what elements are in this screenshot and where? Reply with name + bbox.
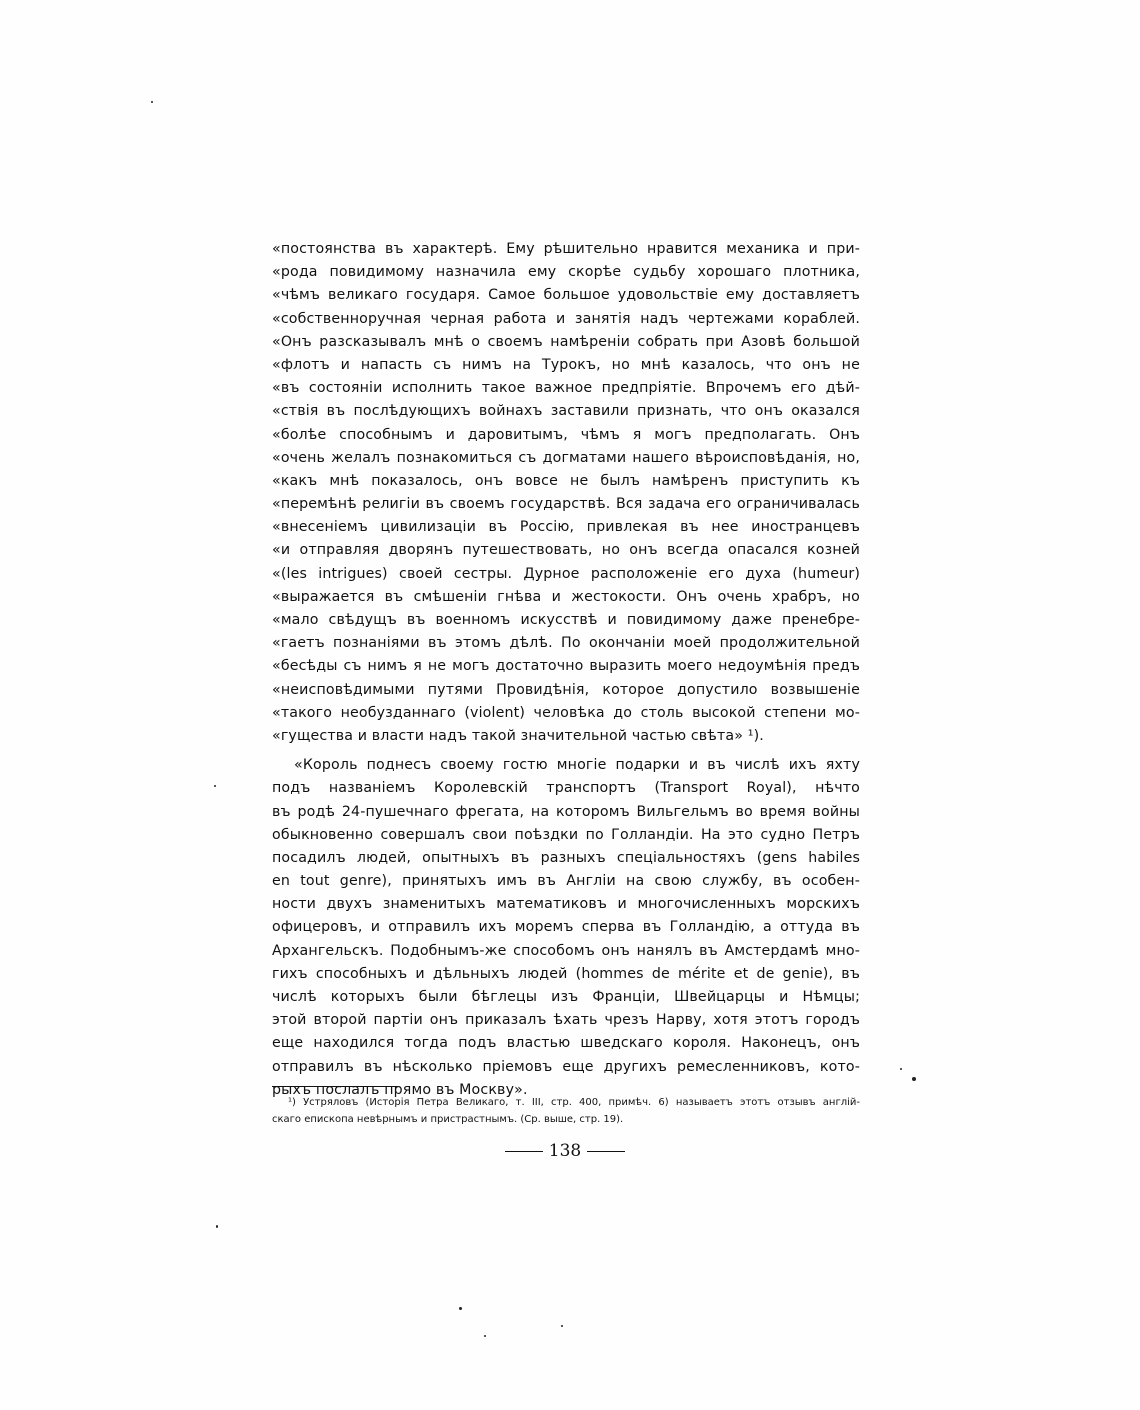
text-line: еще находился тогда подъ властью шведскаго короля. Наконецъ, онъ — [272, 1035, 860, 1052]
scan-speck — [561, 1325, 563, 1327]
text-line: «гущества и власти надъ такой значительной частью свѣта» ¹). — [272, 727, 764, 744]
text-line: «неисповѣдимыми путями Провидѣнія, которое допустило возвышеніе — [272, 681, 860, 698]
text-line: en tout genre), принятыхъ имъ въ Англіи на свою службу, въ особен- — [272, 873, 860, 890]
text-line: «бесѣды съ нимъ я не могъ достаточно выразить моего недоумѣнія предъ — [272, 658, 860, 675]
text-line: «мало свѣдущъ въ военномъ искусствѣ и повидимому даже пренебре- — [272, 612, 860, 628]
text-line: «флотъ и напасть съ нимъ на Турокъ, но мнѣ казалось, что онъ не — [272, 356, 860, 373]
text-line: подъ названіемъ Королевскій транспортъ (Transport Royal), нѣчто — [272, 780, 860, 797]
footnote-line: скаго епископа невѣрнымъ и пристрастнымъ. (Ср. выше, стр. 19). — [272, 1114, 624, 1125]
footnote-line: ¹) Устряловъ (Исторія Петра Великаго, т. III, стр. 400, примѣч. 6) называетъ этотъ отзывъ англій- — [288, 1097, 860, 1108]
text-line: «очень желалъ познакомиться съ догматами нашего вѣроисповѣданія, но, — [272, 449, 860, 466]
text-line: гихъ способныхъ и дѣльныхъ людей (hommes de mérite et de genie), въ — [272, 965, 860, 982]
scan-speck — [459, 1307, 462, 1310]
text-line: обыкновенно совершалъ свои поѣздки по Голландіи. На это судно Петръ — [272, 826, 860, 843]
text-line: «постоянства въ характерѣ. Ему рѣшительно нравится механика и при- — [272, 241, 860, 257]
text-line: «въ состояніи исполнить такое важное предпріятіе. Впрочемъ его дѣй- — [272, 380, 860, 397]
text-line: ности двухъ знаменитыхъ математиковъ и многочисленныхъ морскихъ — [272, 896, 860, 913]
text-line: «какъ мнѣ показалось, онъ вовсе не былъ намѣренъ приступить къ — [272, 472, 860, 489]
text-line: «ствія въ послѣдующихъ войнахъ заставили признать, что онъ оказался — [272, 403, 860, 420]
footnote-rule — [272, 1086, 398, 1087]
text-line: рыхъ послалъ прямо въ Москву». — [272, 1081, 528, 1098]
text-line: «собственноручная черная работа и занятія надъ чертежами кораблей. — [272, 310, 860, 327]
text-line: отправилъ въ нѣсколько пріемовъ еще другихъ ремесленниковъ, кото- — [272, 1058, 860, 1075]
text-line: «(les intrigues) своей сестры. Дурное расположеніе его духа (humeur) — [272, 565, 860, 582]
scan-speck — [216, 1225, 218, 1228]
scan-speck — [214, 785, 216, 787]
text-line: офицеровъ, и отправилъ ихъ моремъ сперва въ Голландію, а оттуда въ — [272, 919, 860, 936]
scan-speck — [484, 1335, 486, 1337]
page-number — [500, 1138, 630, 1164]
text-line: числѣ которыхъ были бѣглецы изъ Франціи, Швейцарцы и Нѣмцы; — [272, 989, 860, 1005]
text-line: «гаетъ познаніями въ этомъ дѣлѣ. По окончаніи моей продолжительной — [272, 635, 860, 652]
text-line: въ родѣ 24-пушечнаго фрегата, на которомъ Вильгельмъ во время войны — [272, 803, 860, 820]
text-line: «рода повидимому назначила ему скорѣе судьбу хорошаго плотника, — [272, 264, 860, 281]
text-line: «такого необузданнаго (violent) человѣка до столь высокой степени мо- — [272, 704, 860, 721]
scan-speck — [900, 1068, 902, 1070]
paragraph-king-gifts — [272, 754, 860, 1102]
text-line: «Король поднесъ своему гостю многіе подарки и въ числѣ ихъ яхту — [294, 757, 860, 774]
text-line: Архангельскъ. Подобнымъ-же способомъ онъ нанялъ въ Амстердамѣ мно- — [272, 942, 860, 959]
text-line: «перемѣнѣ религіи въ своемъ государствѣ. Вся задача его ограничивалась — [272, 496, 860, 513]
text-line: «внесеніемъ цивилизаціи въ Россію, привлекая въ нее иностранцевъ — [272, 519, 860, 536]
page-number-dash-left — [505, 1151, 543, 1152]
scan-speck — [912, 1077, 916, 1081]
text-line: «и отправляя дворянъ путешествовать, но онъ всегда опасался козней — [272, 542, 860, 559]
body-text — [272, 238, 860, 1102]
page-number-text: 138 — [548, 1141, 582, 1161]
text-line: «выражается въ смѣшеніи гнѣва и жестокости. Онъ очень храбръ, но — [272, 588, 860, 605]
text-line: «болѣе способнымъ и даровитымъ, чѣмъ я могъ предполагать. Онъ — [272, 426, 860, 443]
page-number-dash-right — [587, 1151, 625, 1152]
paragraph-quote-continuation — [272, 238, 860, 748]
text-line: посадилъ людей, опытныхъ въ разныхъ спеціальностяхъ (gens habiles — [272, 849, 860, 866]
text-line: этой второй партіи онъ приказалъ ѣхать чрезъ Нарву, хотя этотъ городъ — [272, 1012, 860, 1029]
text-line: «Онъ разсказывалъ мнѣ о своемъ намѣреніи собрать при Азовѣ большой — [272, 333, 860, 350]
text-line: «чѣмъ великаго государя. Самое большое удовольствіе ему доставляетъ — [272, 287, 860, 304]
footnote — [272, 1094, 860, 1128]
scan-speck — [151, 101, 153, 103]
